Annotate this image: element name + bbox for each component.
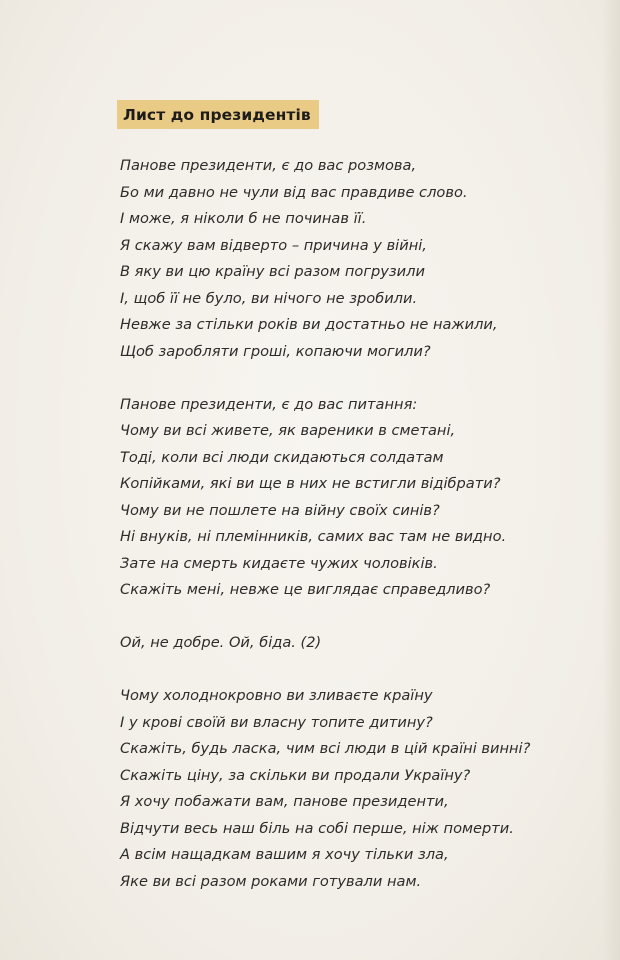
poem-line: Скажіть, будь ласка, чим всі люди в цій країні винні?: [120, 740, 531, 757]
stanza-refrain: [120, 630, 600, 657]
stanza-1: [120, 153, 600, 365]
poem-line: Скажіть мені, невже це виглядає справедливо?: [120, 581, 491, 598]
poem-line: Тоді, коли всі люди скидаються солдатам: [120, 448, 444, 466]
poem-line: Ой, не добре. Ой, біда. (2): [120, 634, 322, 651]
page-edge-shadow: [602, 0, 620, 960]
poem-title: Лист до президентів: [123, 105, 311, 124]
poem-line: Чому ви не пошлете на війну своїх синів?: [120, 501, 440, 519]
poem-line: Панове президенти, є до вас питання:: [120, 395, 418, 413]
poem-line: І у крові своїй ви власну топите дитину?: [120, 713, 433, 731]
poem-line: Щоб заробляти гроші, копаючи могили?: [120, 342, 431, 360]
poem-line: Я скажу вам відверто – причина у війні,: [120, 236, 427, 254]
poem-line: Скажіть ціну, за скільки ви продали Україну?: [120, 766, 471, 784]
poem-line: І, щоб її не було, ви нічого не зробили.: [120, 289, 418, 307]
poem-line: І може, я ніколи б не починав її.: [120, 210, 367, 227]
poem-line: Бо ми давно не чули від вас правдиве слово.: [120, 183, 468, 201]
stanza-2: [120, 392, 600, 604]
poem-body: [120, 153, 600, 895]
poem-line: Невже за стільки років ви достатньо не нажили,: [120, 316, 498, 333]
poem-line: Я хочу побажати вам, панове президенти,: [120, 793, 449, 810]
poem-line: Відчути весь наш біль на собі перше, ніж померти.: [120, 819, 514, 837]
poem-line: Чому холоднокровно ви зливаєте країну: [120, 687, 433, 704]
poem-line: Чому ви всі живете, як вареники в сметані,: [120, 422, 456, 439]
poem-line: Панове президенти, є до вас розмова,: [120, 157, 417, 174]
title-highlight: [117, 100, 319, 129]
poem-line: Зате на смерть кидаєте чужих чоловіків.: [120, 554, 438, 572]
poem-line: Яке ви всі разом роками готували нам.: [120, 872, 422, 890]
poem-line: А всім нащадкам вашим я хочу тільки зла,: [120, 846, 449, 863]
stanza-3: [120, 683, 600, 895]
poem-line: Копійками, які ви ще в них не встигли відібрати?: [120, 475, 501, 492]
poem-line: Ні внуків, ні племінників, самих вас там не видно.: [120, 528, 507, 545]
poem-line: В яку ви цю країну всі разом погрузили: [120, 263, 425, 280]
